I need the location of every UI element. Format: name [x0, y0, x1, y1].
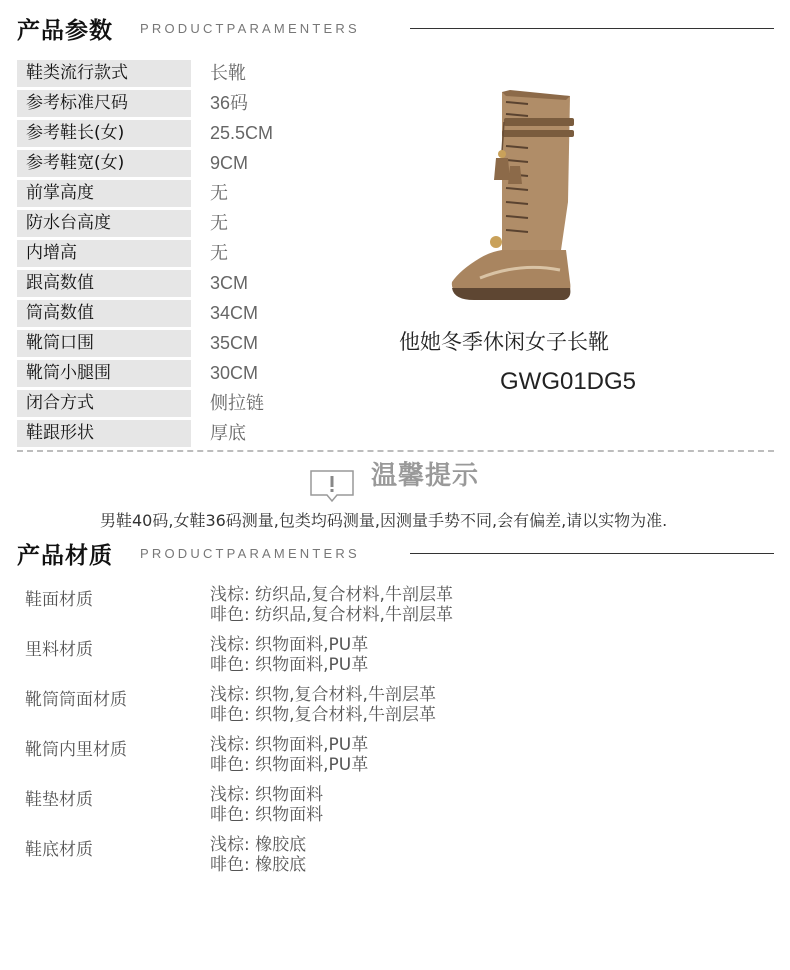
- material-label: 里料材质: [25, 640, 93, 660]
- param-value: 30CM: [210, 363, 259, 383]
- param-value: 无: [210, 213, 228, 233]
- param-value: 35CM: [210, 333, 259, 353]
- param-value: 厚底: [210, 423, 246, 443]
- material-row: [25, 835, 765, 885]
- param-row: [17, 390, 317, 420]
- material-line-light: 浅棕: 织物,复合材料,牛剖层革: [210, 685, 436, 705]
- param-value: 侧拉链: [210, 393, 264, 413]
- params-table: [17, 60, 317, 450]
- materials-table: [25, 585, 765, 885]
- param-label: 靴筒口围: [17, 330, 191, 357]
- param-label: 鞋跟形状: [17, 420, 191, 447]
- param-row: [17, 300, 317, 330]
- material-value: [210, 585, 453, 625]
- param-value: 无: [210, 183, 228, 203]
- material-label: 靴筒内里材质: [25, 740, 127, 760]
- material-line-dark: 啡色: 织物面料,PU革: [210, 755, 369, 775]
- materials-title: 产品材质: [17, 543, 113, 569]
- param-row: [17, 270, 317, 300]
- material-row: [25, 735, 765, 785]
- materials-title-en: PRODUCTPARAMENTERS: [140, 546, 360, 561]
- param-row: [17, 120, 317, 150]
- material-line-dark: 啡色: 织物面料,PU革: [210, 655, 369, 675]
- material-row: [25, 635, 765, 685]
- param-row: [17, 210, 317, 240]
- param-value: 长靴: [210, 63, 246, 83]
- param-label: 参考鞋长(女): [17, 120, 191, 147]
- param-label: 鞋类流行款式: [17, 60, 191, 87]
- param-label: 参考鞋宽(女): [17, 150, 191, 177]
- param-row: [17, 60, 317, 90]
- param-label: 参考标准尺码: [17, 90, 191, 117]
- exclamation-bubble-icon: [309, 469, 355, 503]
- material-label: 鞋底材质: [25, 840, 93, 860]
- material-line-dark: 啡色: 纺织品,复合材料,牛剖层革: [210, 605, 453, 625]
- param-label: 前掌高度: [17, 180, 191, 207]
- param-label: 闭合方式: [17, 390, 191, 417]
- product-name: 他她冬季休闲女子长靴: [399, 330, 609, 354]
- param-value: 25.5CM: [210, 123, 274, 143]
- material-line-light: 浅棕: 织物面料,PU革: [210, 735, 369, 755]
- material-label: 鞋面材质: [25, 590, 93, 610]
- param-value: 3CM: [210, 273, 249, 293]
- param-row: [17, 420, 317, 450]
- material-line-light: 浅棕: 纺织品,复合材料,牛剖层革: [210, 585, 453, 605]
- material-line-dark: 啡色: 织物,复合材料,牛剖层革: [210, 705, 436, 725]
- material-value: [210, 785, 323, 825]
- divider-dashed: [17, 450, 774, 452]
- param-label: 靴筒小腿围: [17, 360, 191, 387]
- material-row: [25, 585, 765, 635]
- param-label: 防水台高度: [17, 210, 191, 237]
- material-label: 鞋垫材质: [25, 790, 93, 810]
- params-title: 产品参数: [17, 18, 113, 44]
- boot-product-image: [440, 82, 580, 304]
- tip-title: 温馨提示: [371, 461, 480, 491]
- param-row: [17, 150, 317, 180]
- material-label: 靴筒筒面材质: [25, 690, 127, 710]
- header-rule: [410, 28, 774, 29]
- product-code: GWG01DG5: [500, 368, 637, 395]
- material-value: [210, 835, 306, 875]
- param-row: [17, 330, 317, 360]
- param-value: 34CM: [210, 303, 259, 323]
- param-row: [17, 180, 317, 210]
- param-label: 筒高数值: [17, 300, 191, 327]
- param-row: [17, 240, 317, 270]
- material-value: [210, 685, 436, 725]
- material-line-light: 浅棕: 橡胶底: [210, 835, 307, 855]
- material-line-dark: 啡色: 橡胶底: [210, 855, 307, 875]
- param-row: [17, 360, 317, 390]
- param-value: 无: [210, 243, 228, 263]
- tip-text: 男鞋40码,女鞋36码测量,包类均码测量,因测量手势不同,会有偏差,请以实物为准.: [100, 511, 668, 530]
- param-row: [17, 90, 317, 120]
- material-value: [210, 735, 368, 775]
- material-value: [210, 635, 368, 675]
- material-line-dark: 啡色: 织物面料: [210, 805, 324, 825]
- param-label: 内增高: [17, 240, 191, 267]
- material-line-light: 浅棕: 织物面料,PU革: [210, 635, 369, 655]
- material-row: [25, 785, 765, 835]
- material-line-light: 浅棕: 织物面料: [210, 785, 324, 805]
- materials-section-header: [17, 537, 774, 573]
- param-label: 跟高数值: [17, 270, 191, 297]
- material-row: [25, 685, 765, 735]
- header-rule: [410, 553, 774, 554]
- param-value: 36码: [210, 93, 249, 113]
- params-title-en: PRODUCTPARAMENTERS: [140, 21, 360, 36]
- param-value: 9CM: [210, 153, 249, 173]
- params-section-header: [17, 12, 774, 48]
